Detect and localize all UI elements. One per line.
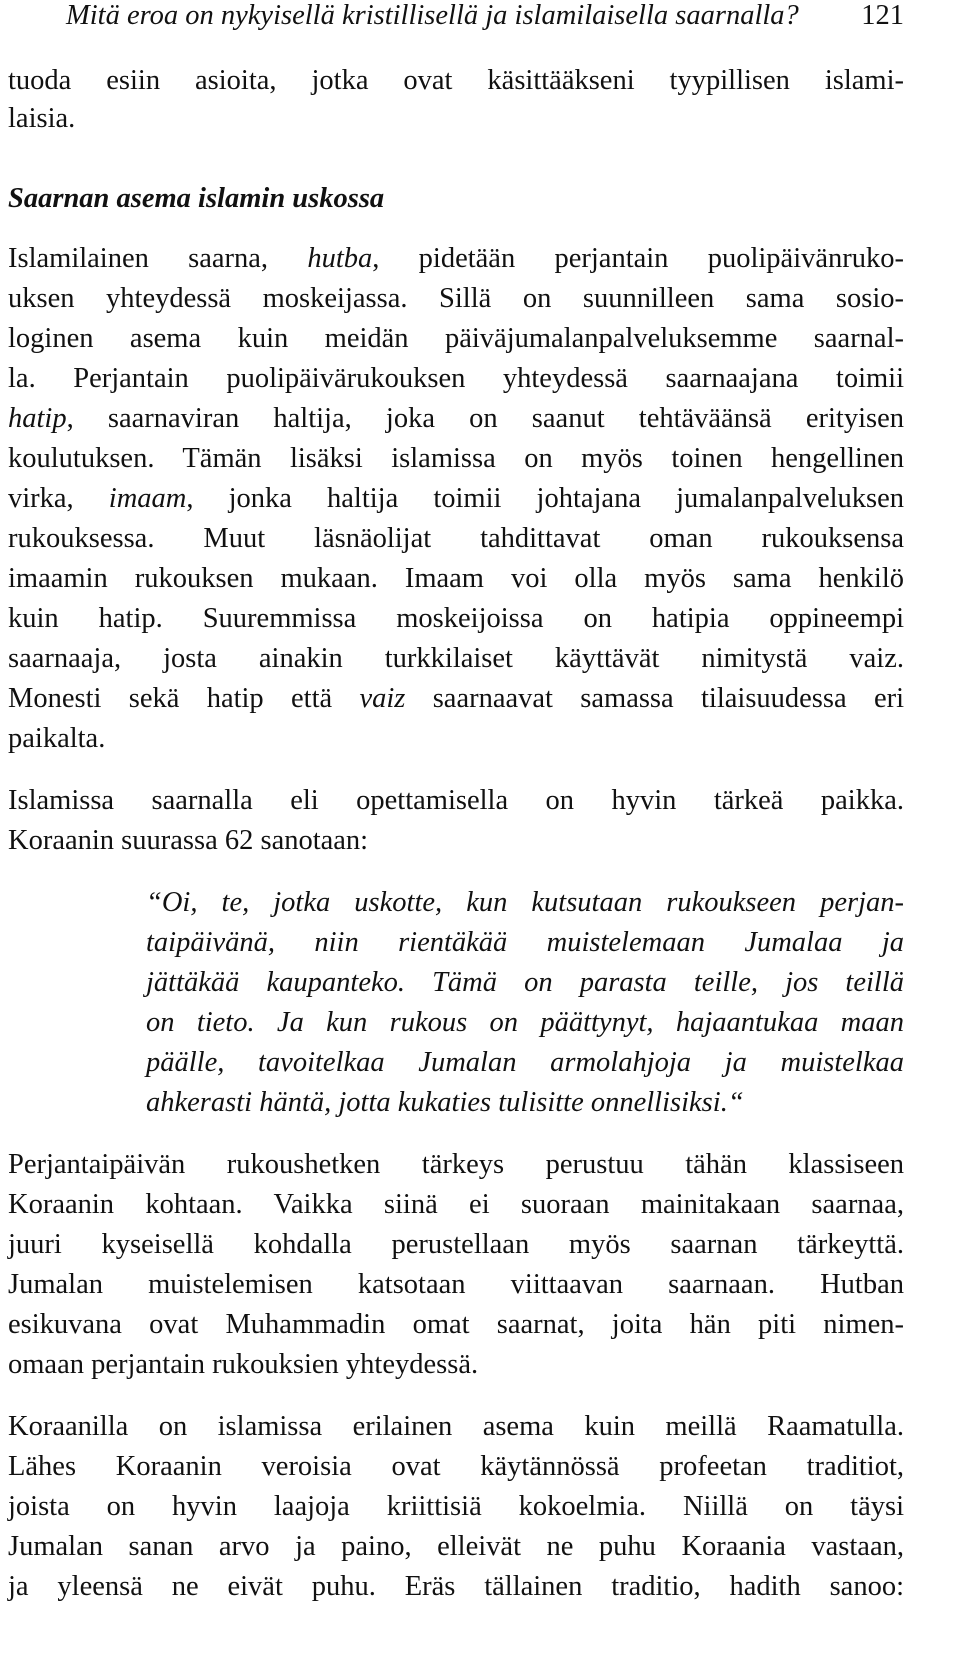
paragraph-line: esikuvana ovat Muhammadin omat saarnat, joita hän piti nimen-	[8, 1309, 904, 1340]
paragraph-line: Koraanin suurassa 62 sanotaan:	[8, 825, 369, 856]
paragraph-line: Jumalan sanan arvo ja paino, elleivät ne puhu Koraania vastaan,	[8, 1531, 904, 1562]
text-run: , pidetään perjantain puolipäivänruko-	[372, 243, 904, 274]
paragraph-line: uksen yhteydessä moskeijassa. Sillä on suunnilleen sama sosio-	[8, 283, 904, 314]
paragraph-line: Jumalan muistelemisen katsotaan viittaavan saarnaan. Hutban	[8, 1269, 904, 1300]
quote-line: ahkerasti häntä, jotta kukaties tulisitte onnellisiksi.“	[146, 1087, 744, 1118]
quote-line: on tieto. Ja kun rukous on päättynyt, hajaantukaa maan	[146, 1007, 904, 1038]
text-run: , saarnaviran haltija, joka on saanut tehtäväänsä erityisen	[66, 403, 904, 434]
paragraph-line: laisia.	[8, 103, 76, 134]
paragraph-line: Perjantaipäivän rukoushetken tärkeys perustuu tähän klassiseen	[8, 1149, 904, 1180]
paragraph-line: joista on hyvin laajoja kriittisiä kokoelmia. Niillä on täysi	[8, 1491, 904, 1522]
term-hutba: hutba	[307, 243, 373, 274]
term-hatip: hatip	[8, 403, 67, 434]
paragraph-line: Islamissa saarnalla eli opettamisella on hyvin tärkeä paikka.	[8, 785, 904, 816]
page-number: 121	[861, 0, 904, 31]
paragraph-line: tuoda esiin asioita, jotka ovat käsittääkseni tyypillisen islami-	[8, 65, 904, 96]
paragraph-line	[8, 680, 904, 718]
text-run: virka,	[8, 483, 74, 514]
running-title: Mitä eroa on nykyisellä kristillisellä ja islamilaisella saarnalla?	[66, 0, 799, 31]
quote-line: “Oi, te, jotka uskotte, kun kutsutaan rukoukseen perjan-	[146, 887, 904, 918]
quote-line: jättäkää kaupanteko. Tämä on parasta teille, jos teillä	[146, 967, 904, 998]
paragraph-line: loginen asema kuin meidän päiväjumalanpalveluksemme saarnal-	[8, 323, 904, 354]
paragraph-line: koulutuksen. Tämän lisäksi islamissa on myös toinen hengellinen	[8, 443, 904, 474]
paragraph-line	[8, 400, 904, 438]
paragraph-line	[8, 240, 904, 278]
paragraph-line: la. Perjantain puolipäivärukouksen yhteydessä saarnaajana toimii	[8, 363, 904, 394]
running-header	[66, 0, 904, 35]
paragraph-line: imaamin rukouksen mukaan. Imaam voi olla myös sama henkilö	[8, 563, 904, 594]
text-run: Monesti sekä hatip että	[8, 683, 333, 714]
term-vaiz: vaiz	[359, 683, 406, 714]
paragraph-line: ja yleensä ne eivät puhu. Eräs tällainen traditio, hadith sanoo:	[8, 1571, 904, 1602]
paragraph-line: kuin hatip. Suuremmissa moskeijoissa on hatipia oppineempi	[8, 603, 904, 634]
quote-line: päälle, tavoitelkaa Jumalan armolahjoja ja muistelkaa	[146, 1047, 904, 1078]
text-run: , jonka haltija toimii johtajana jumalanpalveluksen	[186, 483, 905, 514]
section-heading: Saarnan asema islamin uskossa	[8, 183, 385, 214]
paragraph-line: juuri kyseisellä kohdalla perustellaan myös saarnan tärkeyttä.	[8, 1229, 904, 1260]
quote-line: taipäivänä, niin rientäkää muistelemaan Jumalaa ja	[146, 927, 904, 958]
term-imaam: imaam	[108, 483, 187, 514]
text-run: saarnaavat samassa tilaisuudessa eri	[432, 683, 905, 714]
paragraph-line: rukouksessa. Muut läsnäolijat tahdittavat oman rukouksensa	[8, 523, 904, 554]
paragraph-line: saarnaaja, josta ainakin turkkilaiset käyttävät nimitystä vaiz.	[8, 643, 904, 674]
paragraph-line	[8, 480, 904, 518]
paragraph-line: Koraanin kohtaan. Vaikka siinä ei suoraan mainitakaan saarnaa,	[8, 1189, 904, 1220]
paragraph-line: paikalta.	[8, 723, 106, 754]
paragraph-line: Koraanilla on islamissa erilainen asema kuin meillä Raamatulla.	[8, 1411, 904, 1442]
paragraph-line: omaan perjantain rukouksien yhteydessä.	[8, 1349, 479, 1380]
text-run: Islamilainen saarna,	[8, 243, 269, 274]
paragraph-line: Lähes Koraanin veroisia ovat käytännössä profeetan traditiot,	[8, 1451, 904, 1482]
